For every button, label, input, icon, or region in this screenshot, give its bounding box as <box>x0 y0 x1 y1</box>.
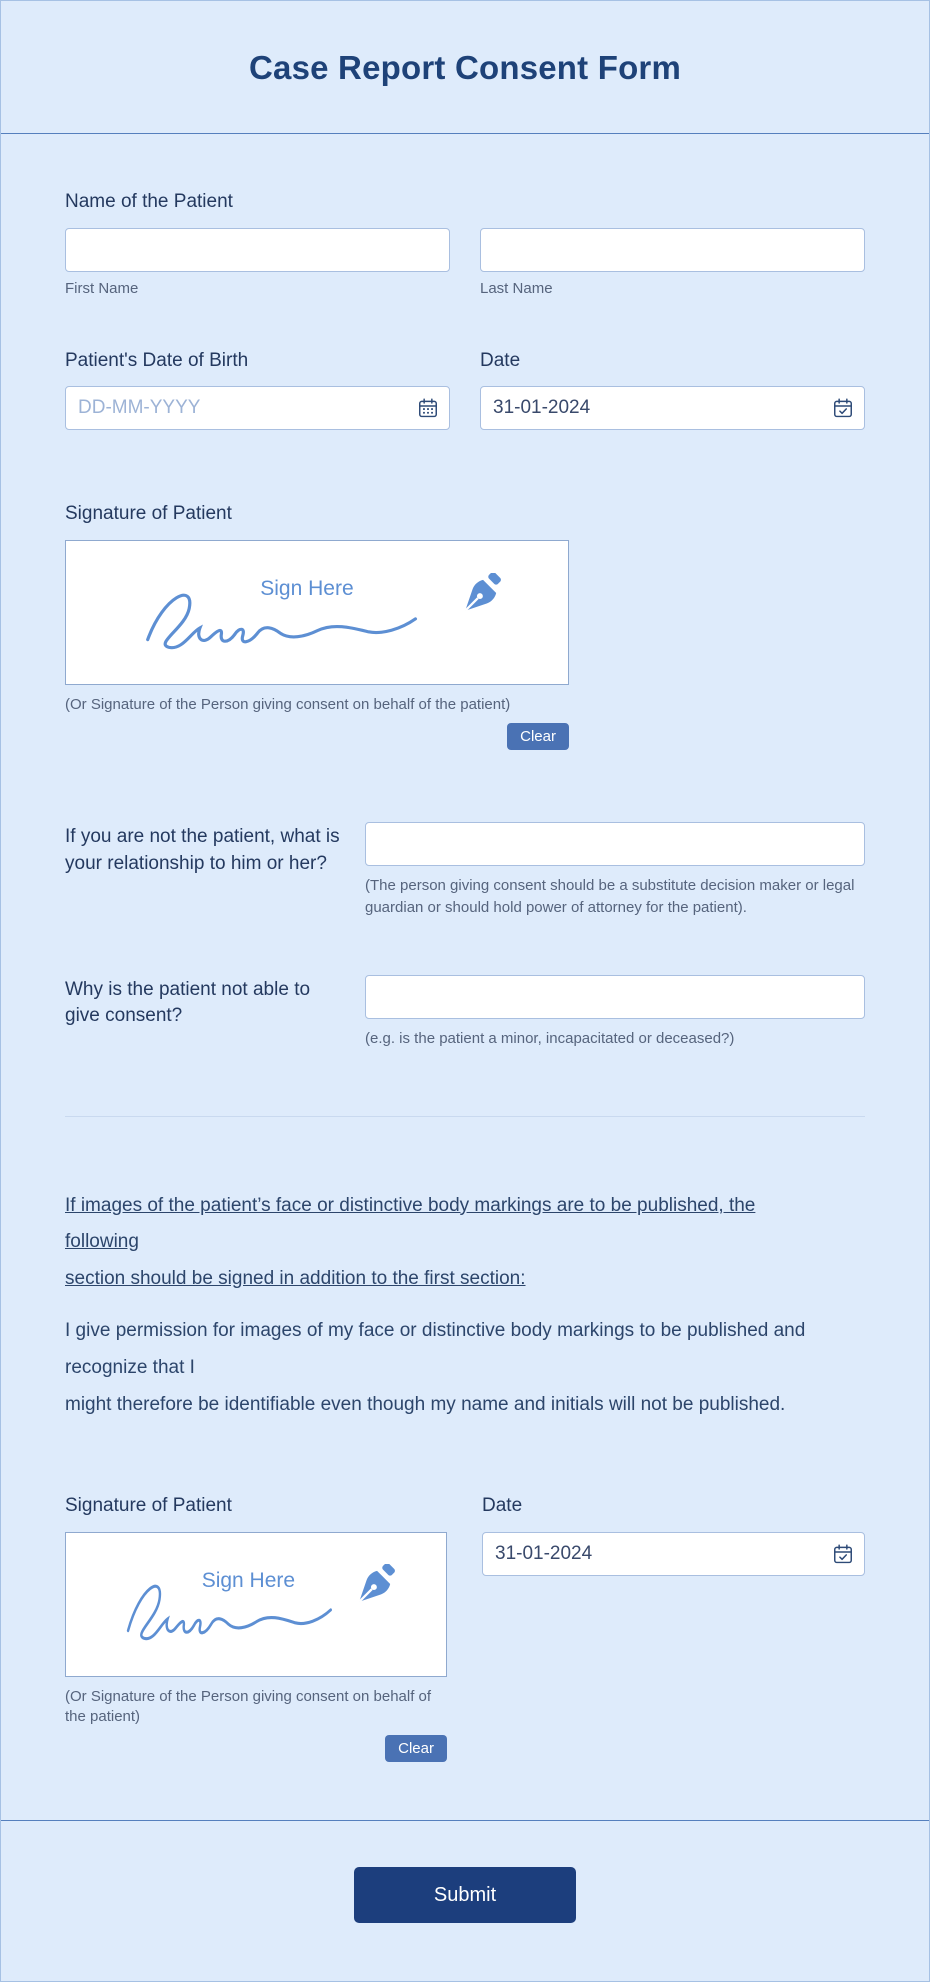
name-field-label: Name of the Patient <box>65 191 233 212</box>
last-name-sublabel: Last Name <box>480 279 553 297</box>
date2-label: Date <box>482 1495 523 1517</box>
relationship-question <box>65 822 865 919</box>
pen-nib-icon <box>461 573 503 615</box>
consent-underlined-paragraph <box>65 1193 865 1293</box>
second-signature-column <box>65 1494 447 1762</box>
sign-here-label: Sign Here <box>260 576 354 600</box>
dob-input-wrap <box>65 386 450 430</box>
form-header <box>1 1 929 134</box>
first-name-column <box>65 228 450 297</box>
consent-underlined-line: If images of the patient’s face or distinctive body markings are to be published, the <box>65 1194 756 1216</box>
signature-label: Signature of Patient <box>65 503 232 525</box>
relationship-field <box>365 822 865 919</box>
second-signature-row <box>65 1494 865 1762</box>
form-body <box>1 190 929 1762</box>
name-inputs-row <box>65 228 865 297</box>
reason-question <box>65 975 865 1050</box>
page-title: Case Report Consent Form <box>248 49 682 86</box>
form-footer <box>1 1820 929 1981</box>
consent-body-line: I give permission for images of my face or distinctive body markings to be published and <box>65 1320 806 1342</box>
clear-row <box>65 723 569 750</box>
calendar-check-icon[interactable] <box>832 397 854 419</box>
first-name-input[interactable] <box>65 228 450 272</box>
clear-signature-button-2[interactable]: Clear <box>385 1735 447 1762</box>
clear-signature-button[interactable]: Clear <box>507 723 569 750</box>
reason-label: Why is the patient not able to give consent? <box>65 978 311 1027</box>
calendar-check-icon-2[interactable] <box>832 1543 854 1565</box>
consent-body-line: recognize that I <box>65 1356 195 1378</box>
last-name-column <box>480 228 865 297</box>
date-label: Date <box>480 349 521 371</box>
name-field-section <box>65 190 865 297</box>
dob-label: Patient's Date of Birth <box>65 349 249 371</box>
relationship-helper: (The person giving consent should be a substitute decision maker or legal guardian or should hold power of attorney for the patient). <box>365 877 855 917</box>
consent-body-paragraph <box>65 1318 865 1418</box>
pen-nib-icon <box>355 1564 397 1606</box>
signature-sublabel: (Or Signature of the Person giving consent on behalf of the patient) <box>65 696 511 714</box>
sign-here-label: Sign Here <box>201 1568 296 1592</box>
date-input-2[interactable] <box>482 1532 865 1576</box>
calendar-icon[interactable] <box>417 397 439 419</box>
second-date-column <box>482 1494 865 1762</box>
consent-body-line: might therefore be identifiable even though my name and initials will not be published. <box>65 1393 786 1415</box>
date-input[interactable] <box>480 386 865 430</box>
section-divider <box>65 1116 865 1117</box>
dob-input[interactable] <box>65 386 450 430</box>
first-name-sublabel: First Name <box>65 279 139 297</box>
reason-input[interactable] <box>365 975 865 1019</box>
reason-helper: (e.g. is the patient a minor, incapacitated or deceased?) <box>365 1029 735 1047</box>
last-name-input[interactable] <box>480 228 865 272</box>
consent-underlined-line: section should be signed in addition to the first section: <box>65 1267 526 1289</box>
signature-pad[interactable] <box>65 540 569 685</box>
clear-row-2 <box>65 1735 447 1762</box>
dob-column <box>65 349 450 431</box>
signature2-sublabel: (Or Signature of the Person giving consent on behalf of the patient) <box>65 1687 432 1726</box>
date2-input-wrap <box>482 1532 865 1576</box>
date-input-wrap <box>480 386 865 430</box>
consent-statement <box>65 1193 865 1419</box>
signature-section <box>65 502 865 750</box>
signature2-label: Signature of Patient <box>65 1495 232 1517</box>
relationship-label: If you are not the patient, what is your relationship to him or her? <box>65 826 340 874</box>
relationship-input[interactable] <box>365 822 865 866</box>
date-column <box>480 349 865 431</box>
submit-button[interactable]: Submit <box>354 1867 576 1923</box>
signature-pad-2[interactable] <box>65 1532 447 1677</box>
dates-row <box>65 349 865 431</box>
consent-underlined-line: following <box>65 1231 139 1253</box>
reason-field <box>365 975 865 1050</box>
